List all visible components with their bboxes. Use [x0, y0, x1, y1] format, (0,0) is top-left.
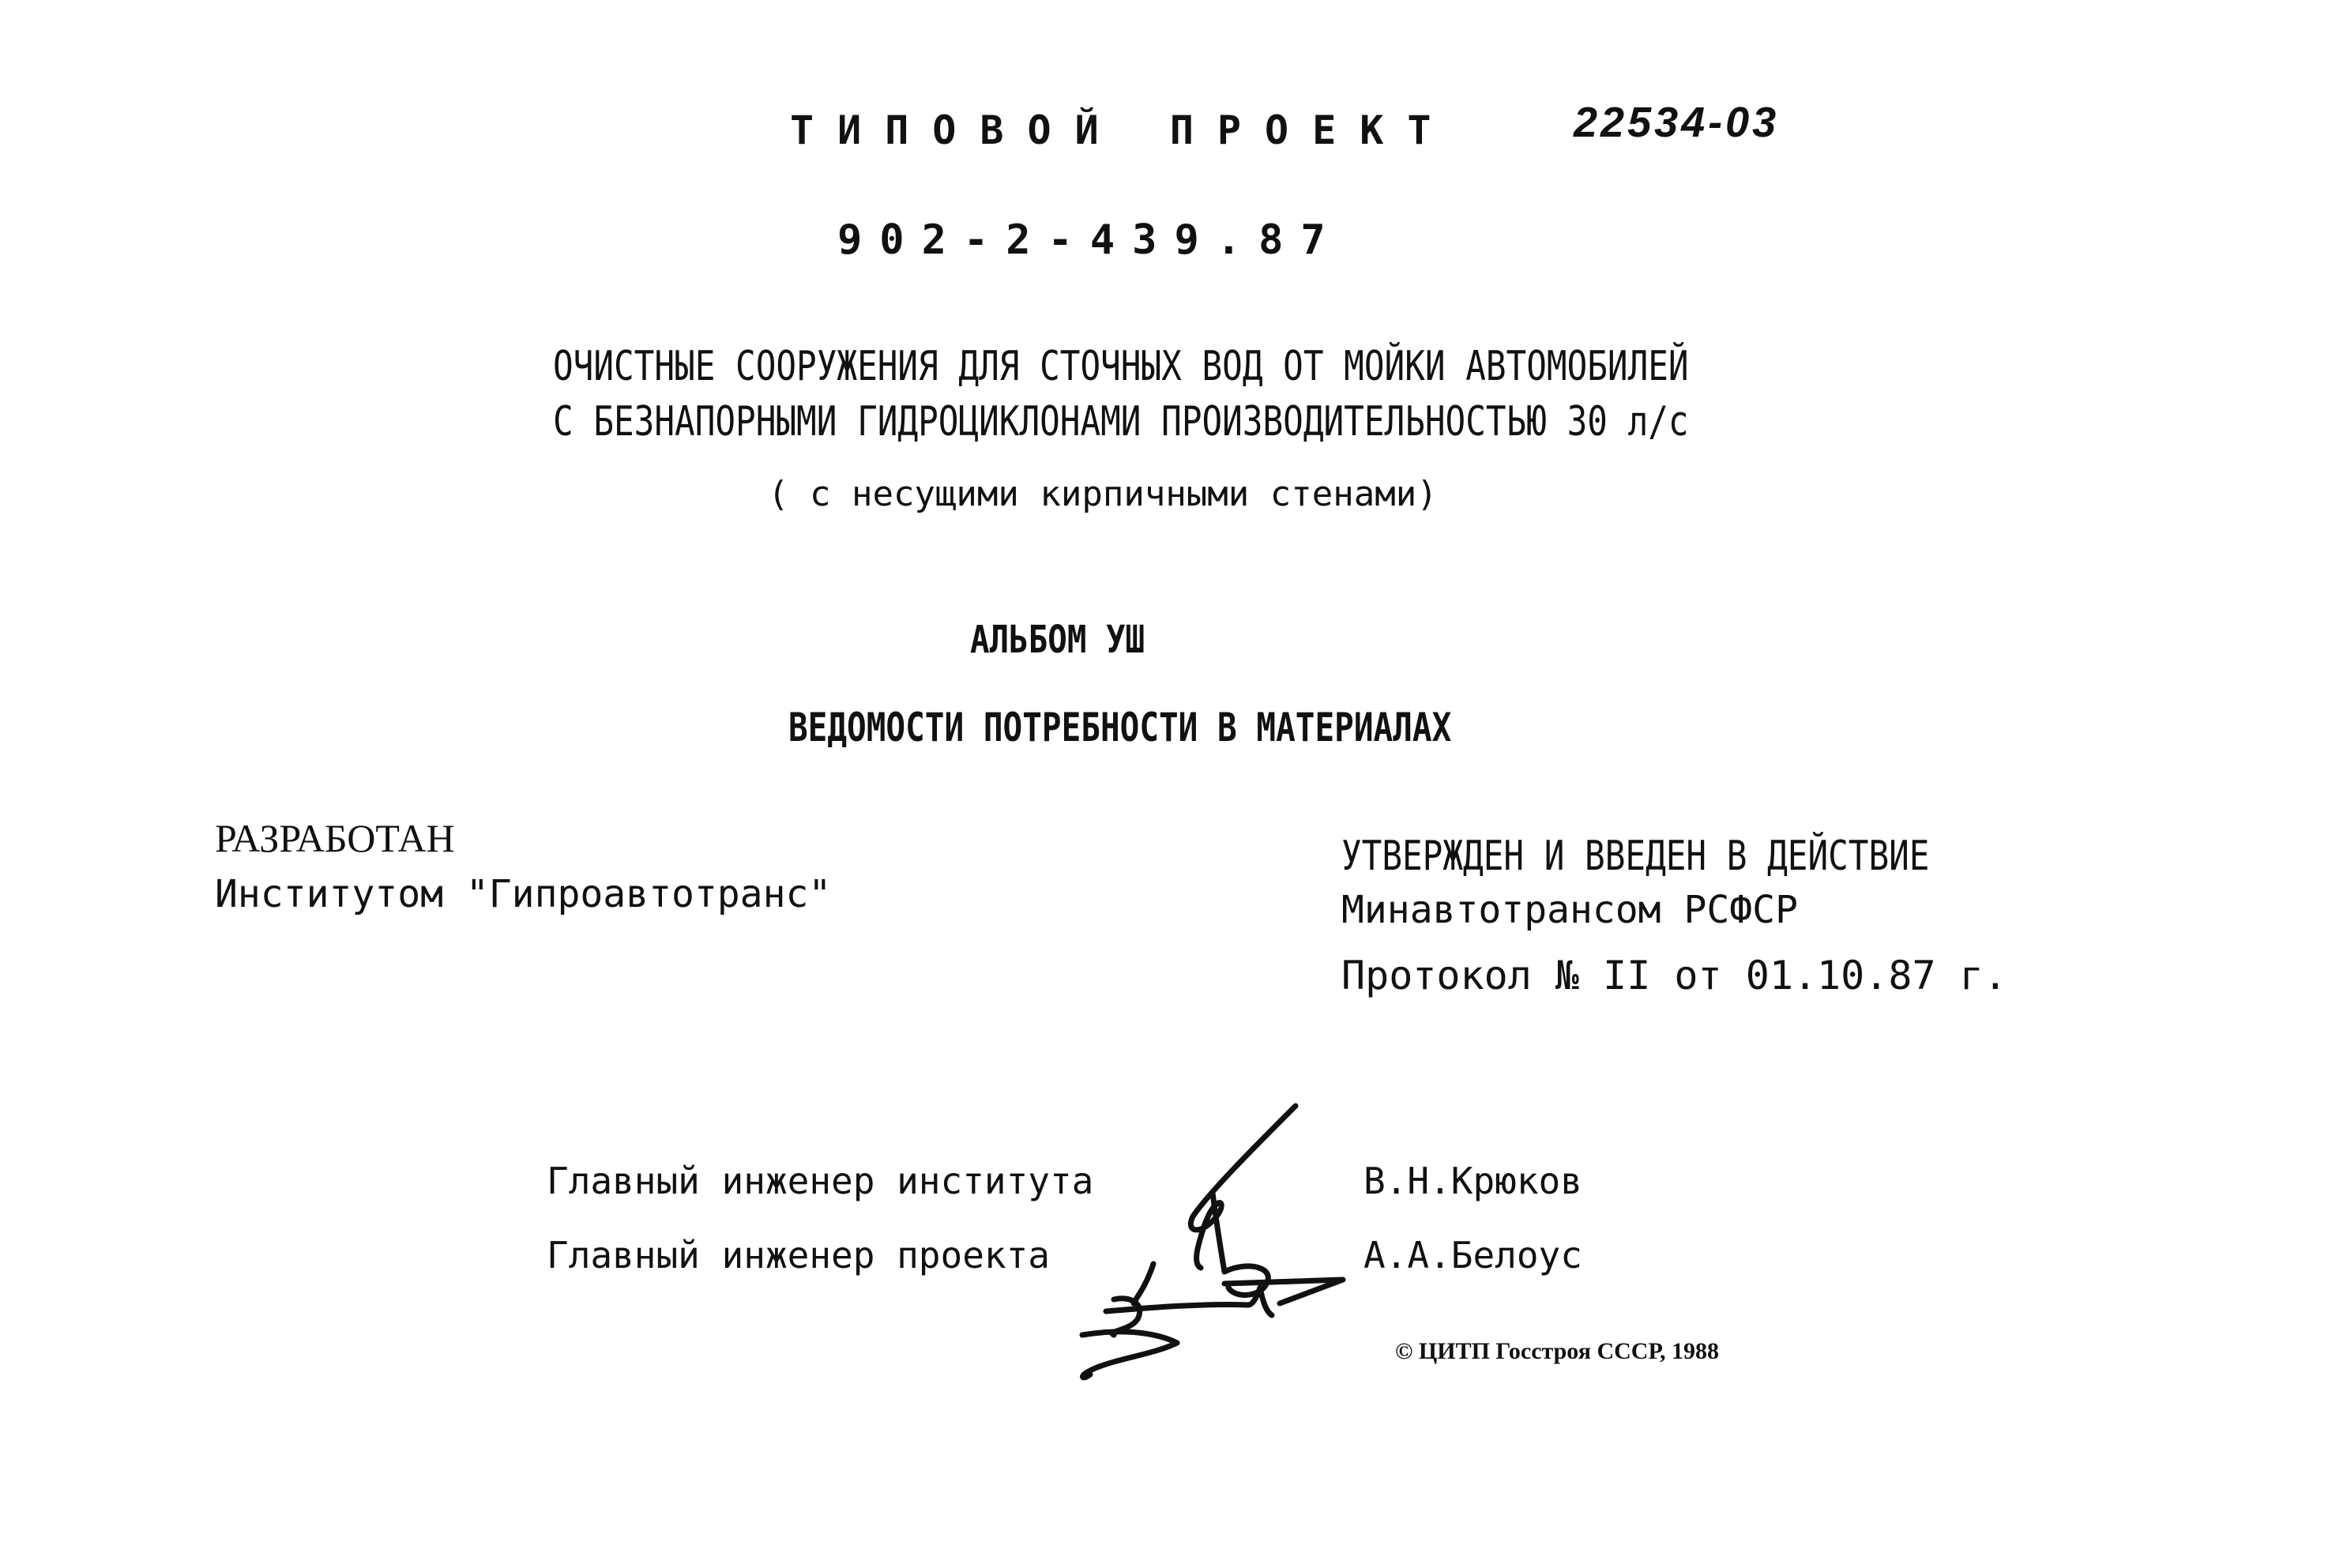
project-code: 22534-03 — [1574, 99, 1780, 146]
statement-title: ВЕДОМОСТИ ПОТРЕБНОСТИ В МАТЕРИАЛАХ — [788, 705, 1452, 750]
title-line-1: ОЧИСТНЫЕ СООРУЖЕНИЯ ДЛЯ СТОЧНЫХ ВОД ОТ МОЙКИ АВТОМОБИЛЕЙ — [553, 343, 1689, 390]
developed-label: РАЗРАБОТАН — [215, 816, 455, 860]
copyright-notice: © ЦИТП Госстроя СССР, 1988 — [1395, 1338, 1720, 1364]
title-line-2: С БЕЗНАПОРНЫМИ ГИДРОЦИКЛОНАМИ ПРОИЗВОДИТЕЛЬНОСТЬЮ 30 л/с — [553, 398, 1689, 446]
signatory-name-1: В.Н.Крюков — [1363, 1160, 1582, 1202]
signatory-role-1: Главный инженер института — [547, 1160, 1094, 1202]
handwritten-signature — [1059, 1098, 1375, 1382]
signatory-name-2: А.А.Белоус — [1363, 1234, 1582, 1277]
album-label: АЛЬБОМ УШ — [970, 618, 1145, 662]
approved-line-3: Протокол № II от 01.10.87 г. — [1341, 953, 2007, 998]
approved-line-2: Минавтотрансом РСФСР — [1341, 888, 1798, 932]
title-subtitle: ( с несущими кирпичными стенами) — [768, 474, 1438, 514]
approved-line-1: УТВЕРЖДЕН И ВВЕДЕН В ДЕЙСТВИЕ — [1341, 833, 1930, 880]
signatory-role-2: Главный инженер проекта — [547, 1234, 1050, 1277]
project-number: 902-2-439.87 — [837, 216, 1343, 264]
project-heading: ТИПОВОЙ ПРОЕКТ — [790, 107, 1455, 153]
developed-by: Институтом "Гипроавтотранс" — [215, 872, 832, 916]
